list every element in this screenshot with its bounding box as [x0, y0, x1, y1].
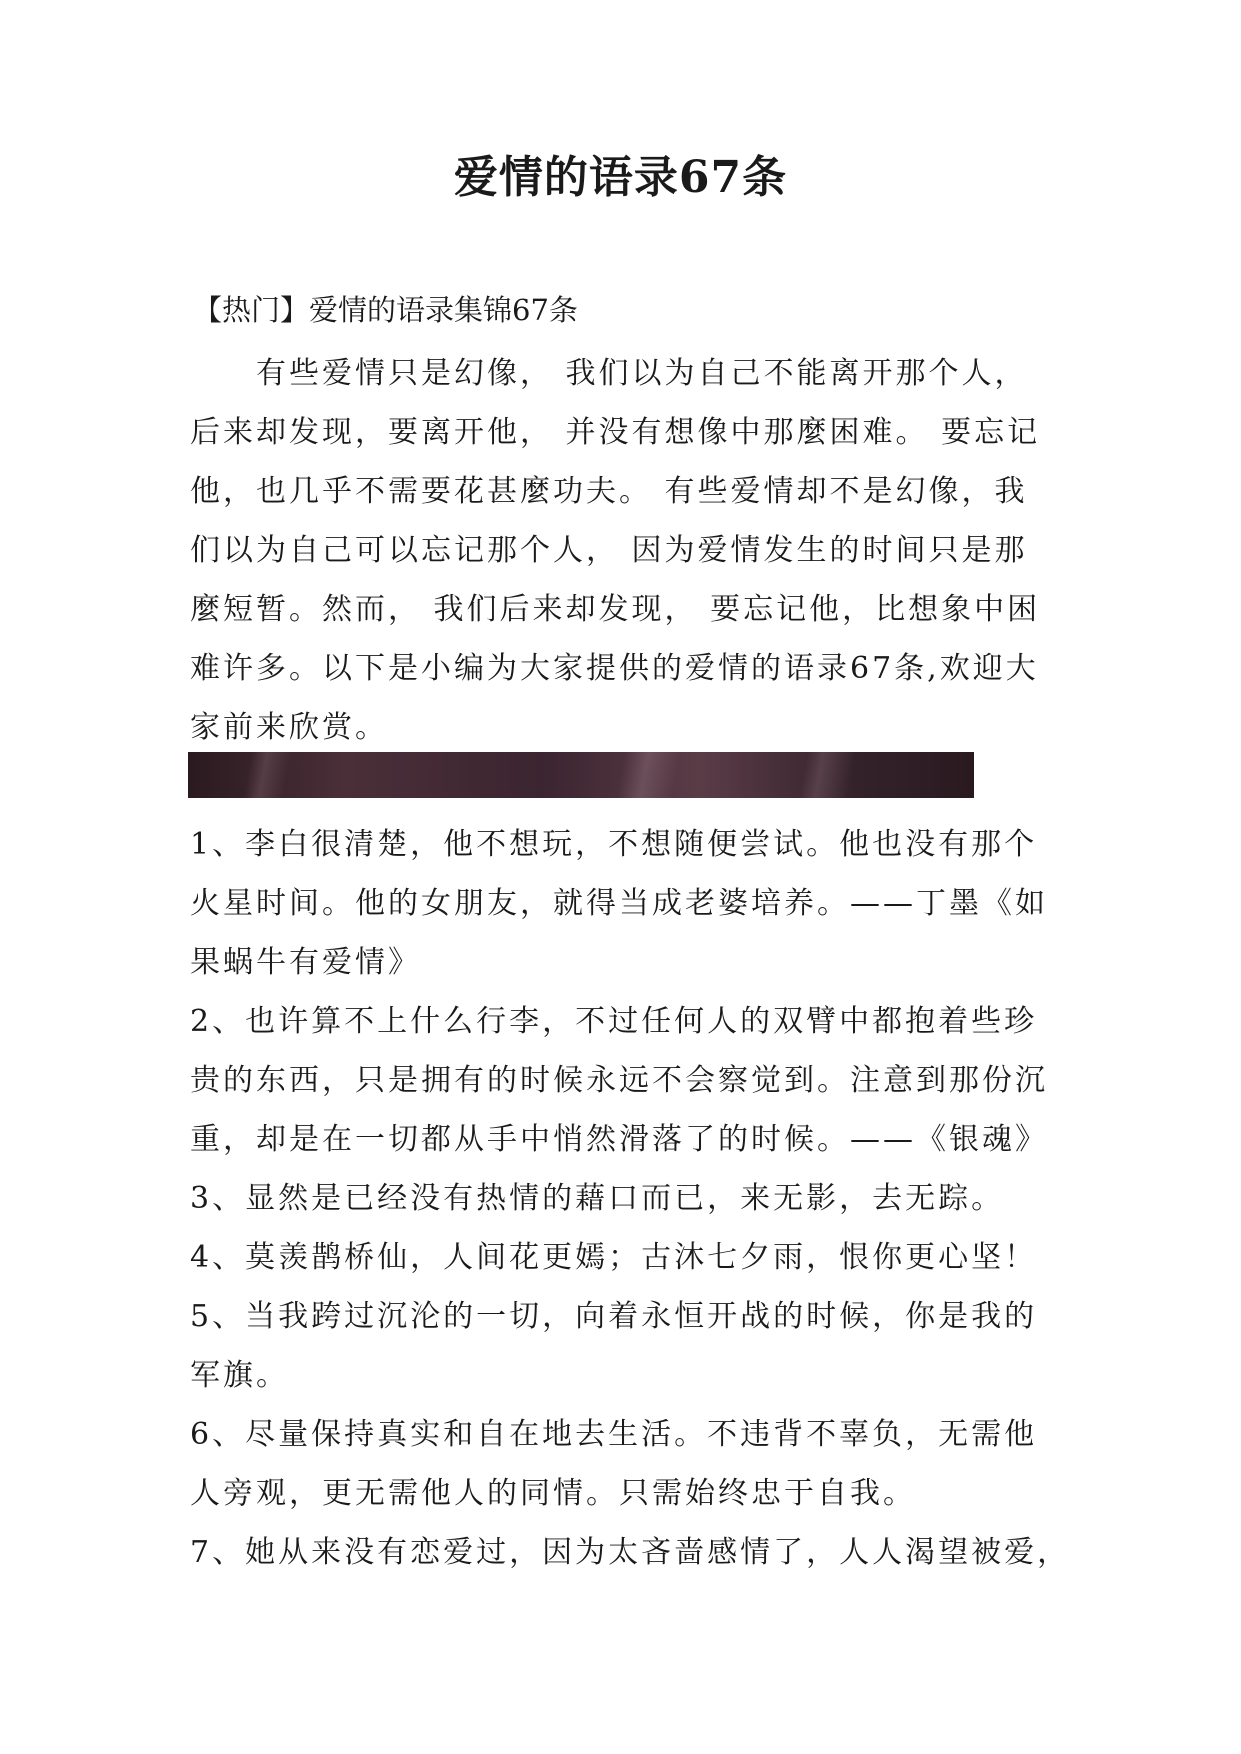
quote-line: 4、莫羡鹊桥仙，人间花更嫣；古沐七夕雨，恨你更心坚！ [190, 1240, 1038, 1275]
intro-line: 有些爱情只是幻像， 我们以为自己不能离开那个人， [190, 356, 1028, 391]
quote-line: 人旁观，更无需他人的同情。只需始终忠于自我。 [190, 1476, 916, 1511]
page-title: 爱情的语录67条 [453, 152, 788, 203]
quote-line: 果蜗牛有爱情》 [190, 945, 421, 980]
intro-line: 后来却发现，要离开他， 并没有想像中那麼困难。 要忘记 [190, 415, 1041, 450]
intro-line: 他，也几乎不需要花甚麼功夫。 有些爱情却不是幻像，我 [190, 474, 1028, 509]
quote-line: 6、尽量保持真实和自在地去生活。不违背不辜负，无需他 [190, 1417, 1038, 1452]
quote-line: 贵的东西，只是拥有的时候永远不会察觉到。注意到那份沉 [190, 1063, 1048, 1098]
intro-line: 家前来欣赏。 [190, 710, 388, 745]
document-subtitle: 【热门】爱情的语录集锦67条 [193, 293, 578, 327]
intro-line: 麼短暂。然而， 我们后来却发现， 要忘记他，比想象中困 [190, 592, 1041, 627]
intro-paragraph [190, 344, 1070, 757]
quote-line: 军旗。 [190, 1358, 289, 1393]
quote-line: 3、显然是已经没有热情的藉口而已，来无影，去无踪。 [190, 1181, 1005, 1216]
intro-line: 们以为自己可以忘记那个人， 因为爱情发生的时间只是那 [190, 533, 1028, 568]
quote-line: 2、也许算不上什么行李，不过任何人的双臂中都抱着些珍 [190, 1004, 1038, 1039]
quote-line: 火星时间。他的女朋友，就得当成老婆培养。——丁墨《如 [190, 886, 1048, 921]
decorative-wood-banner-image [188, 752, 974, 798]
quote-line: 1、李白很清楚，他不想玩，不想随便尝试。他也没有那个 [190, 827, 1038, 862]
quotes-list [190, 815, 1090, 1582]
quote-line: 5、当我跨过沉沦的一切，向着永恒开战的时候，你是我的 [190, 1299, 1038, 1334]
quote-line: 7、她从来没有恋爱过，因为太吝啬感情了，人人渴望被爱， [190, 1535, 1071, 1570]
quote-line: 重，却是在一切都从手中悄然滑落了的时候。——《银魂》 [190, 1122, 1048, 1157]
intro-line: 难许多。以下是小编为大家提供的爱情的语录67条,欢迎大 [190, 651, 1039, 686]
